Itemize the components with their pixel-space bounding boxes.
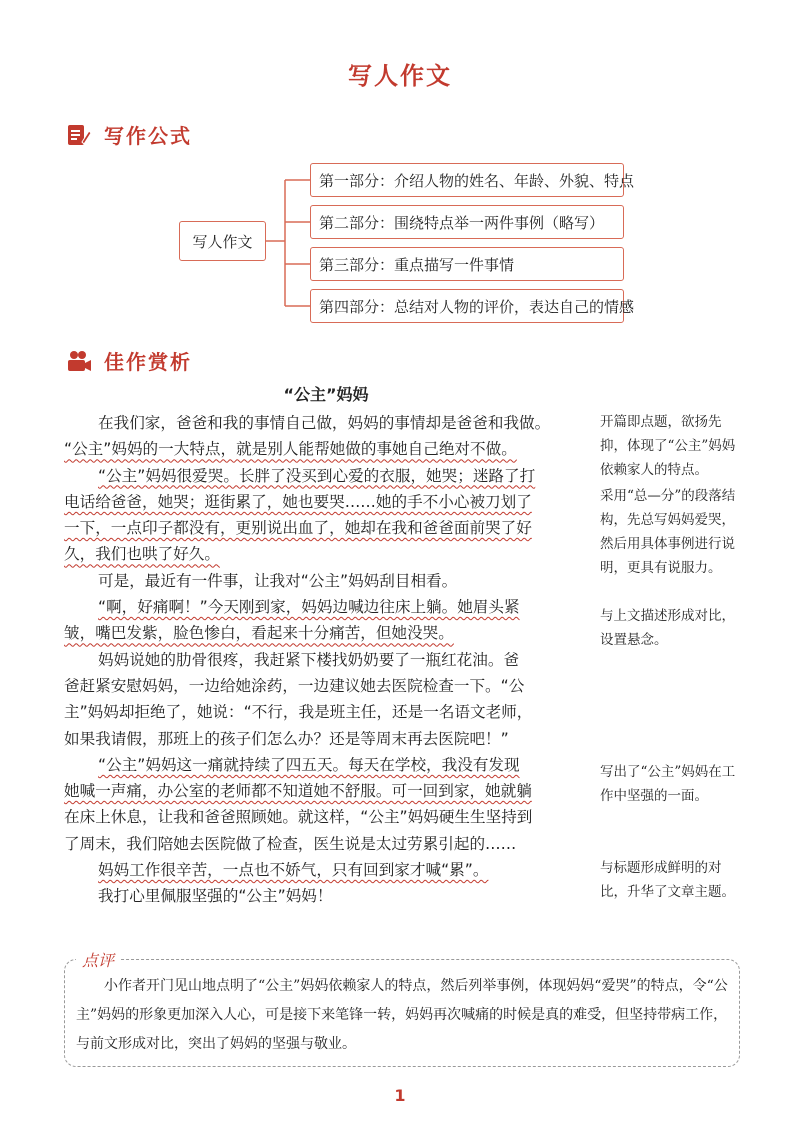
section-label: 写作公式 (104, 124, 192, 148)
formula-part-1: 第一部分：介绍人物的姓名、年龄、外貌、特点 (310, 163, 624, 197)
essay-line: 电话给爸爸，她哭；逛街累了，她也要哭……她的手不小心被刀划了 (64, 492, 532, 511)
essay-line: 在我们家，爸爸和我的事情自己做，妈妈的事情却是爸爸和我做。 (98, 414, 551, 432)
review-text: 小作者开门见山地点明了“公主”妈妈依赖家人的特点，然后列举事例，体现妈妈“爱哭”的特点，令“公主”妈妈的形象更加深入人心，可是接下来笔锋一转，妈妈再次喊痛的时候是真的难受，但坚持带病工作，与前文形成对比，突出了妈妈的坚强与敬业。 (76, 978, 728, 1052)
section-label: 佳作赏析 (104, 350, 192, 374)
essay-line: 皱，嘴巴发紫，脸色惨白，看起来十分痛苦，但她没哭。 (64, 624, 454, 643)
side-note-5: 与标题形成鲜明的对比，升华了文章主题。 (600, 860, 735, 900)
formula-root: 写人作文 (179, 221, 266, 261)
essay-line: 妈妈说她的肋骨很疼，我赶紧下楼找奶奶要了一瓶红花油。爸 (98, 650, 520, 669)
essay-line: 久，我们也哄了好久。 (64, 545, 220, 564)
essay-line: 爸赶紧安慰妈妈，一边给她涂药，一边建议她去医院检查一下。“公 (64, 676, 525, 695)
formula-part-3: 第三部分：重点描写一件事情 (310, 247, 624, 281)
side-note-3: 与上文描述形成对比，设置悬念。 (600, 608, 735, 648)
section-header-appreciation (66, 346, 192, 375)
essay-line: 如果我请假，那班上的孩子们怎么办？还是等周末再去医院吧！” (64, 729, 509, 748)
essay-line: 一下，一点印子都没有，更别说出血了，她却在我和爸爸面前哭了好 (64, 519, 532, 538)
essay-line: “啊，好痛啊！”今天刚到家，妈妈边喊边往床上躺。她眉头紧 (98, 598, 520, 617)
side-note-2: 采用“总—分”的段落结构，先总写妈妈爱哭，然后用具体事例进行说明，更具有说服力。 (600, 488, 736, 576)
essay-body (64, 410, 584, 910)
essay-line: 主”妈妈却拒绝了，她说：“不行，我是班主任，还是一名语文老师， (64, 703, 533, 722)
essay-line: 妈妈工作很辛苦，一点也不娇气，只有回到家才喊“累”。 (98, 861, 489, 880)
camera-icon (66, 348, 92, 374)
essay-line: “公主”妈妈这一痛就持续了四五天。每天在学校，我没有发现 (98, 755, 520, 774)
formula-part-4: 第四部分：总结对人物的评价，表达自己的情感 (310, 289, 624, 323)
page-title: 写人作文 (348, 62, 452, 90)
essay-line: “公主”妈妈很爱哭。长胖了没买到心爱的衣服，她哭；迷路了打 (98, 466, 536, 485)
essay-line: 她喊一声痛，办公室的老师都不知道她不舒服。可一回到家，她就躺 (64, 782, 532, 801)
formula-part-2: 第二部分：围绕特点举一两件事例（略写） (310, 205, 624, 239)
review-tag: 点评 (76, 948, 120, 971)
essay-line: 可是，最近有一件事，让我对“公主”妈妈刮目相看。 (98, 571, 458, 590)
essay-line: 了周末，我们陪她去医院做了检查，医生说是太过劳累引起的…… (64, 834, 517, 853)
essay-title: “公主”妈妈 (283, 385, 369, 404)
side-note-4: 写出了“公主”妈妈在工作中坚强的一面。 (600, 764, 736, 804)
essay-line: 在床上休息，让我和爸爸照顾她。就这样，“公主”妈妈硬生生坚持到 (64, 808, 533, 827)
essay-line: 我打心里佩服坚强的“公主”妈妈！ (98, 887, 333, 906)
page-number: 1 (394, 1086, 406, 1105)
side-note-1: 开篇即点题，欲扬先抑，体现了“公主”妈妈依赖家人的特点。 (600, 414, 736, 478)
essay-line: “公主”妈妈的一大特点，就是别人能帮她做的事她自己绝对不做。 (64, 440, 517, 459)
